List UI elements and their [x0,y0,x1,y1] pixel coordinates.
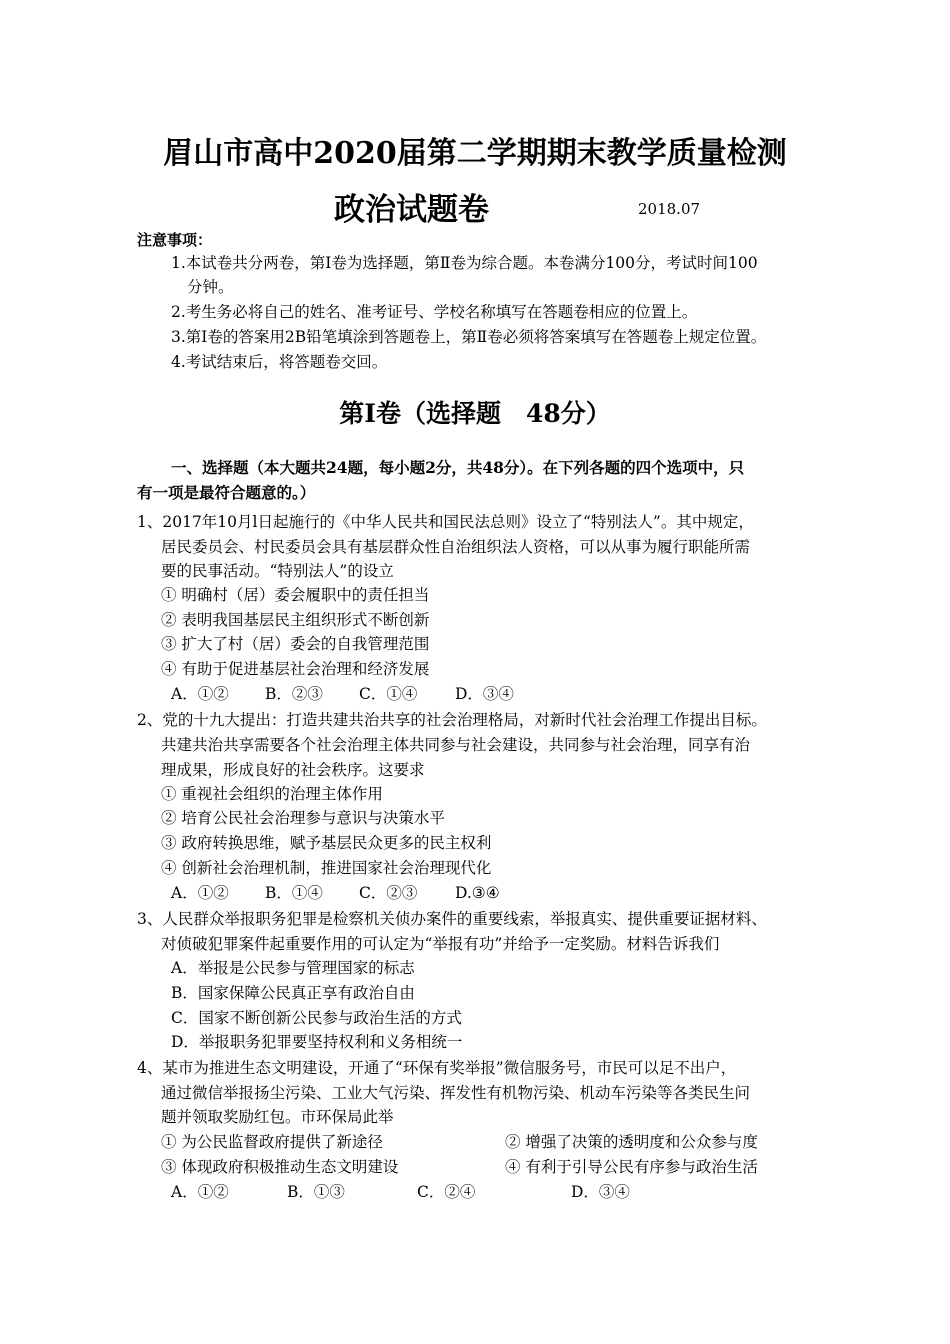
question-1-option-b: B．②③ [265,685,323,703]
section-intro: 有一项是最符合题意的。） [137,483,316,502]
notice-item: 2.考生务必将自己的姓名、准考证号、学校名称填写在答题卷相应的位置上。 [171,303,698,321]
question-2-text: 2、党的十九大提出：打造共建共治共享的社会治理格局，对新时代社会治理工作提出目标。 [137,711,767,729]
question-1-option-d: D．③④ [455,685,514,703]
section-title: 第Ⅰ卷（选择题 48分） [339,399,611,428]
question-4-text: 4、某市为推进生态文明建设，开通了“环保有奖举报”微信服务号，市民可以足不出户， [137,1059,737,1077]
question-4-statement: ④ 有利于引导公民有序参与政治生活 [505,1158,758,1176]
notice-heading: 注意事项： [137,231,213,249]
question-4-text: 通过微信举报扬尘污染、工业大气污染、挥发性有机物污染、机动车污染等各类民生问 [161,1084,751,1102]
question-2-option-c: C．②③ [359,884,418,902]
question-1-statement: ① 明确村（居）委会履职中的责任担当 [161,586,430,604]
question-3-text: 对侦破犯罪案件起重要作用的可认定为“举报有功”并给予一定奖励。材料告诉我们 [161,935,720,953]
question-1-text: 1、2017年10月l日起施行的《中华人民共和国民法总则》设立了“特别法人”。其中规定， [137,513,754,531]
question-3-option-b: B．国家保障公民真正享有政治自由 [171,984,415,1002]
question-2-text: 共建共治共享需要各个社会治理主体共同参与社会建设，共同参与社会治理，同享有治 [161,736,751,754]
question-2-statement: ③ 政府转换思维，赋予基层民众更多的民主权利 [161,834,492,852]
question-1-statement: ② 表明我国基层民主组织形式不断创新 [161,611,430,629]
question-2-statement: ④ 创新社会治理机制，推进国家社会治理现代化 [161,859,492,877]
notice-item: 3.第Ⅰ卷的答案用2B铅笔填涂到答题卷上，第Ⅱ卷必须将答案填写在答题卷上规定位置。 [171,328,767,346]
notice-item: 分钟。 [187,278,234,296]
question-1-statement: ③ 扩大了村（居）委会的自我管理范围 [161,635,430,653]
question-3-option-a: A．举报是公民参与管理国家的标志 [171,959,415,977]
question-1-statement: ④ 有助于促进基层社会治理和经济发展 [161,660,430,678]
question-2-option-d: D.③④ [455,884,500,902]
question-2-statement: ① 重视社会组织的治理主体作用 [161,785,383,803]
question-3-option-c: C．国家不断创新公民参与政治生活的方式 [171,1009,462,1027]
question-2-option-b: B．①④ [265,884,323,902]
question-4-statement: ③ 体现政府积极推动生态文明建设 [161,1158,399,1176]
question-4-statement: ① 为公民监督政府提供了新途径 [161,1133,383,1151]
question-1-text: 居民委员会、村民委员会具有基层群众性自治组织法人资格，可以从事为履行职能所需 [161,538,751,556]
question-4-option-a: A．①② [171,1183,229,1201]
notice-item: 1.本试卷共分两卷，第Ⅰ卷为选择题，第Ⅱ卷为综合题。本卷满分100分，考试时间100 [171,254,758,272]
question-1-option-a: A．①② [171,685,229,703]
question-3-option-d: D．举报职务犯罪要坚持权利和义务相统一 [171,1033,463,1051]
notice-item: 4.考试结束后，将答题卷交回。 [171,353,388,371]
question-2-option-a: A．①② [171,884,229,902]
question-4-option-c: C．②④ [417,1183,476,1201]
question-2-text: 理成果，形成良好的社会秩序。这要求 [161,761,425,779]
exam-date: 2018.07 [638,200,701,218]
question-4-statement: ② 增强了决策的透明度和公众参与度 [505,1133,758,1151]
question-4-option-b: B．①③ [287,1183,345,1201]
question-1-option-c: C．①④ [359,685,418,703]
question-2-statement: ② 培育公民社会治理参与意识与决策水平 [161,809,445,827]
question-1-text: 要的民事活动。“特别法人”的设立 [161,562,394,580]
question-3-text: 3、人民群众举报职务犯罪是检察机关侦办案件的重要线索，举报真实、提供重要证据材料、 [137,910,767,928]
exam-subtitle: 政治试题卷 [334,192,489,228]
question-4-option-d: D．③④ [571,1183,630,1201]
section-intro: 一、选择题（本大题共24题，每小题2分，共48分）。在下列各题的四个选项中，只 [171,458,745,477]
exam-title: 眉山市高中2020届第二学期期末教学质量检测 [163,136,787,171]
question-4-text: 题并领取奖励红包。市环保局此举 [161,1108,394,1126]
